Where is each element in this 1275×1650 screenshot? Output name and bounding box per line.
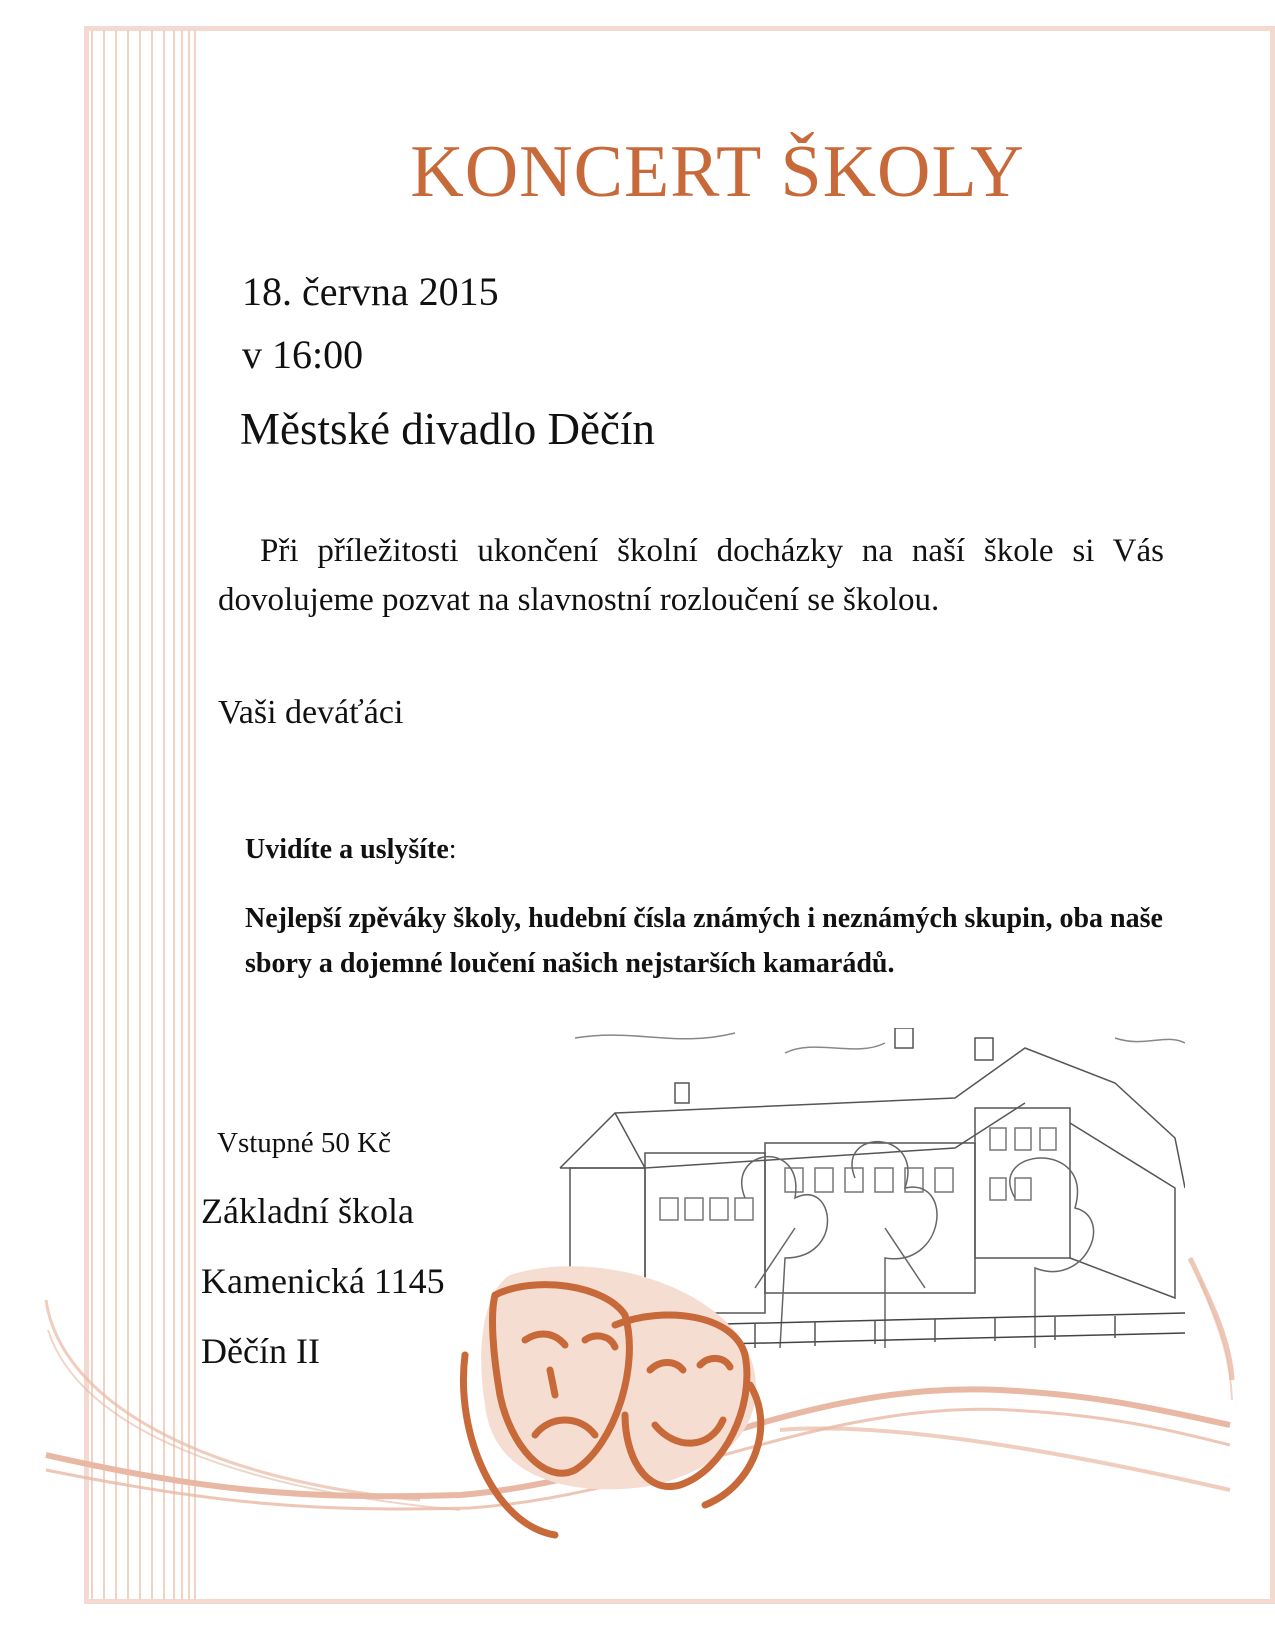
address-line-3: Děčín II bbox=[201, 1331, 320, 1371]
entry-fee: Vstupné 50 Kč bbox=[217, 1127, 391, 1159]
program-label bbox=[245, 834, 457, 866]
signature: Vaši deváťáci bbox=[218, 694, 404, 731]
event-venue: Městské divadlo Děčín bbox=[240, 404, 655, 454]
event-date: 18. června 2015 bbox=[242, 269, 499, 314]
address-line-2: Kamenická 1145 bbox=[201, 1261, 445, 1301]
address-line-1: Základní škola bbox=[201, 1191, 414, 1231]
poster-title: KONCERT ŠKOLY bbox=[410, 131, 1025, 213]
invitation-text: Při příležitosti ukončení školní docházky na naší škole si Vás dovolujeme pozvat na slavnostní rozloučení se školou. bbox=[218, 533, 1164, 618]
program-label-bold: Uvidíte a uslyšíte bbox=[245, 834, 449, 865]
program-highlights: Nejlepší zpěváky školy, hudební čísla známých i neznámých skupin, oba naše sbory a dojemné loučení našich nejstarších kamarádů. bbox=[245, 903, 1163, 979]
program-label-colon: : bbox=[448, 834, 457, 865]
theatre-masks-icon bbox=[455, 1255, 785, 1545]
decorative-vertical-lines bbox=[86, 30, 198, 1600]
event-time: v 16:00 bbox=[242, 332, 364, 377]
